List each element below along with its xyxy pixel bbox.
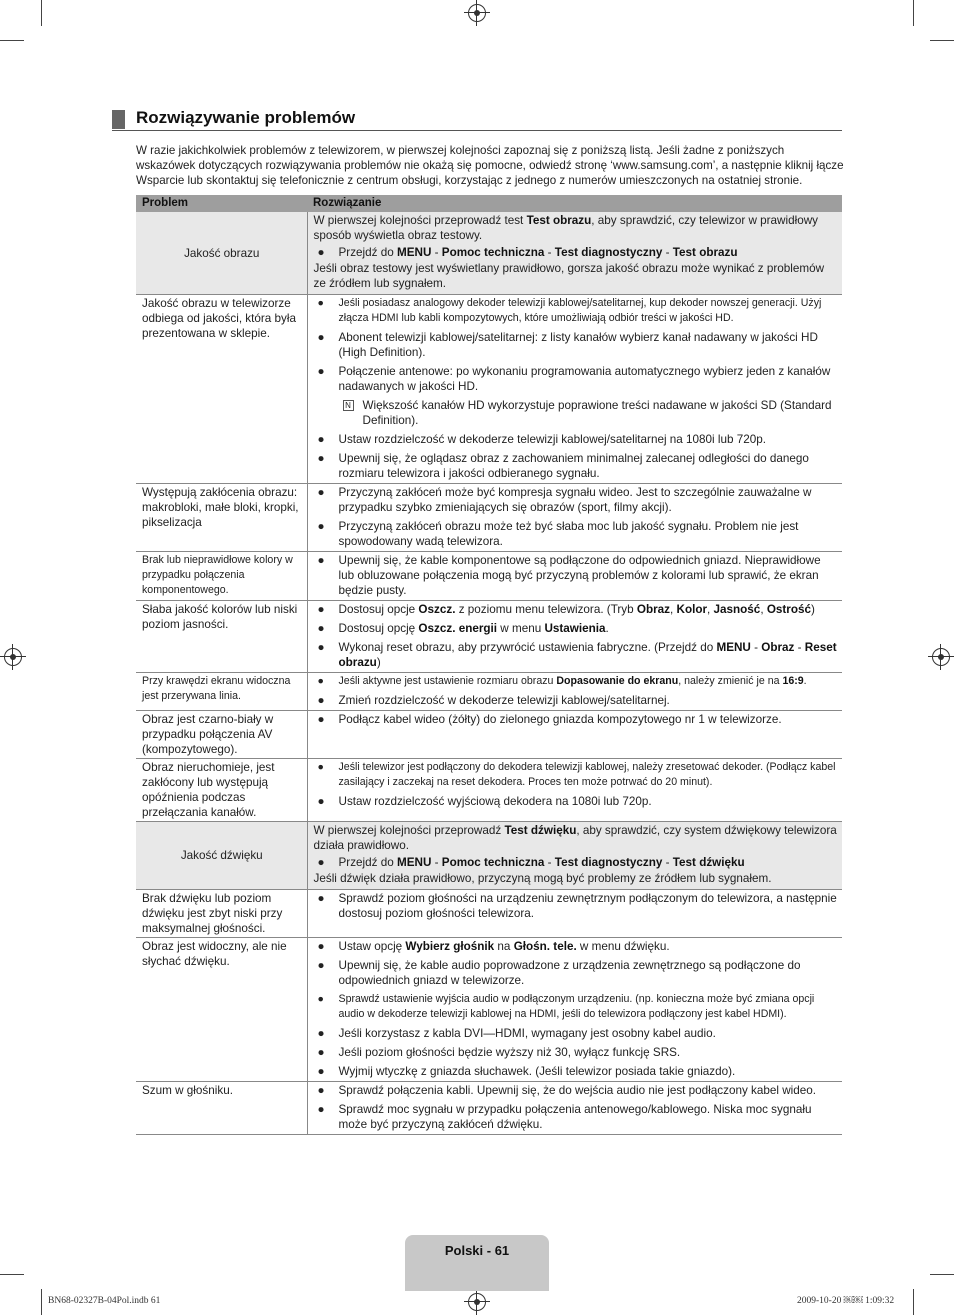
bullet-item (314, 245, 838, 260)
table-row (136, 890, 842, 938)
bullet-text: Sprawdź połączenia kabli. Upewnij się, że do wejścia audio nie jest podłączony kabel wideo. (338, 1084, 817, 1097)
solution-list (314, 760, 838, 809)
bullet-item (314, 760, 838, 790)
bullet-text: Przejdź do MENU - Pomoc techniczna - Test diagnostyczny - Test dźwięku (338, 856, 745, 869)
table-row (136, 295, 842, 484)
bullet-item (314, 621, 838, 636)
solution-cell (307, 601, 842, 673)
bullet-icon: ● (317, 1103, 325, 1116)
note-icon: N (343, 400, 354, 411)
bullet-item (314, 640, 838, 670)
bullet-item (314, 364, 838, 394)
bullet-text: Podłącz kabel wideo (żółty) do zielonego gniazda kompozytowego nr 1 w telewizorze. (338, 713, 782, 726)
bullet-text: Przejdź do MENU - Pomoc techniczna - Test diagnostyczny - Test obrazu (338, 246, 738, 259)
table-header-row (136, 195, 842, 212)
bullet-item (314, 958, 838, 988)
solution-cell (307, 711, 842, 759)
bullet-icon: ● (317, 297, 324, 309)
bullet-text: Wyjmij wtyczkę z gniazda słuchawek. (Jeśli telewizor posiada takie gniazdo). (338, 1065, 736, 1078)
solution-list (314, 712, 838, 727)
bullet-item (314, 1102, 838, 1132)
bullet-item (314, 1045, 838, 1060)
bullet-icon: ● (317, 1027, 325, 1040)
registration-mark-icon (932, 648, 950, 666)
bullet-icon: ● (317, 246, 325, 259)
bullet-text: Abonent telewizji kablowej/satelitarnej: z listy kanałów wybierz kanał nadawany w jakości HD (High Definition). (338, 331, 818, 359)
solution-list (314, 1083, 838, 1132)
solution-list (314, 485, 838, 549)
bullet-text: Upewnij się, że oglądasz obraz z zachowaniem minimalnej zalecanej odległości do danego rozmiaru telewizora i jakości odbieranego sygnału. (338, 452, 809, 480)
problem-cell: Jakość obrazu (136, 212, 307, 295)
problem-cell: Szum w głośniku. (136, 1082, 307, 1135)
solution-cell (307, 759, 842, 822)
bullet-item (314, 891, 838, 921)
troubleshooting-table (136, 195, 842, 1135)
bullet-icon: ● (317, 993, 324, 1005)
bullet-icon: ● (317, 486, 325, 499)
bullet-text: Zmień rozdzielczość w dekoderze telewizji kablowej/satelitarnej. (338, 694, 670, 707)
registration-mark-icon (468, 1293, 486, 1311)
bullet-item (314, 296, 838, 326)
bullet-item (314, 485, 838, 515)
solution-cell (307, 484, 842, 552)
table-row (136, 484, 842, 552)
solution-cell (307, 1082, 842, 1135)
solution-list (314, 939, 838, 1079)
bullet-item (314, 674, 838, 689)
bullet-item (314, 939, 838, 954)
crop-mark (913, 0, 914, 26)
bullet-icon: ● (317, 959, 325, 972)
bullet-text: Jeśli posiadasz analogowy dekoder telewizji kablowej/satelitarnej, kup dekoder nowszej generacji. Użyj złącza HDMI lub kabli kompozytowych, które umożliwiają odbiór treści w jakości HD. (338, 297, 822, 324)
solution-text: Jeśli dźwięk działa prawidłowo, przyczyną mogą być problemy ze źródłem lub sygnałem. (313, 872, 772, 885)
bullet-icon: ● (317, 892, 325, 905)
bullet-icon: ● (317, 795, 325, 808)
bullet-icon: ● (317, 554, 325, 567)
bullet-icon: ● (317, 1046, 325, 1059)
bullet-text: Dostosuj opcje Oszcz. z poziomu menu telewizora. (Tryb Obraz, Kolor, Jasność, Ostrość) (338, 603, 815, 616)
table-row (136, 938, 842, 1082)
solution-text: Jeśli obraz testowy jest wyświetlany prawidłowo, gorsza jakość obrazu może wynikać z problemów ze źródłem lub sygnałem. (313, 262, 825, 290)
bullet-text: Dostosuj opcję Oszcz. energii w menu Ustawienia. (338, 622, 609, 635)
bullet-text: Ustaw opcję Wybierz głośnik na Głośn. tele. w menu dźwięku. (338, 940, 670, 953)
solution-cell (307, 212, 842, 295)
title-bar-marker (112, 110, 125, 129)
solution-list (314, 245, 838, 260)
table-row (136, 711, 842, 759)
intro-paragraph: W razie jakichkolwiek problemów z telewizorem, w pierwszej kolejności zapoznaj się z poniższą listą. Jeśli żadne z poniższych wskazówek dotyczących rozwiązywania problemów nie okażą się pomocne, odwiedź stronę ‘www.samsung.com’, a następnie kliknij łącze Wsparcie lub skontaktuj się telefonicznie z centrum obsługi, korzystając z jednego z numerów umieszczonych na ostatniej stronie. (136, 144, 844, 187)
bullet-icon: ● (317, 713, 325, 726)
problem-cell: Słaba jakość kolorów lub niski poziom jasności. (136, 601, 307, 673)
bullet-item (314, 451, 838, 481)
solution-cell (307, 938, 842, 1082)
bullet-text: Ustaw rozdzielczość wyjściową dekodera na 1080i lub 720p. (338, 795, 652, 808)
bullet-icon: ● (317, 675, 324, 687)
bullet-text: Przyczyną zakłóceń może być kompresja sygnału wideo. Jest to szczególnie zauważalne w przypadku szybko zmieniających się obrazów (sport, filmy akcji). (338, 486, 812, 514)
table-row (136, 552, 842, 601)
bullet-item (314, 553, 838, 598)
bullet-text: Przyczyną zakłóceń obrazu może też być słaba moc lub jakość sygnału. Problem nie jest spowodowany wadą telewizora. (338, 520, 799, 548)
bullet-item (314, 794, 838, 809)
table-row (136, 601, 842, 673)
solution-list (314, 602, 838, 670)
problem-cell: Obraz jest czarno-biały w przypadku połączenia AV (kompozytowego). (136, 711, 307, 759)
bullet-text: Jeśli korzystasz z kabla DVI—HDMI, wymagany jest osobny kabel audio. (338, 1027, 716, 1040)
solution-list (314, 674, 838, 708)
page-number: Polski - 61 (444, 1243, 510, 1258)
bullet-item (314, 432, 838, 447)
crop-mark (930, 1274, 954, 1275)
problem-cell: Obraz nieruchomieje, jest zakłócony lub występują opóźnienia podczas przełączania kanałów. (136, 759, 307, 822)
bullet-item (314, 712, 838, 727)
problem-cell: Obraz jest widoczny, ale nie słychać dźwięku. (136, 938, 307, 1082)
bullet-text: Sprawdź ustawienie wyjścia audio w podłączonym urządzeniu. (np. konieczna może być zmiana opcji audio w dekoderze telewizji kablowej na HDMI, jeśli do telewizora podłączony jest kabel HDMI). (338, 993, 815, 1020)
bullet-icon: ● (317, 622, 325, 635)
print-slug-datetime: 2009-10-20 ￼￼ 1:09:32 (797, 1296, 895, 1306)
bullet-icon: ● (317, 694, 325, 707)
solution-text: W pierwszej kolejności przeprowadź Test dźwięku, aby sprawdzić, czy system dźwiękowy telewizora działa prawidłowo. (313, 824, 837, 852)
problem-cell: Brak dźwięku lub poziom dźwięku jest zbyt niski przy maksymalnej głośności. (136, 890, 307, 938)
bullet-icon: ● (317, 761, 324, 773)
bullet-icon: ● (317, 452, 325, 465)
bullet-item (314, 330, 838, 360)
solution-list (314, 855, 838, 870)
bullet-icon: ● (317, 603, 325, 616)
bullet-text: Sprawdź moc sygnału w przypadku połączenia antenowego/kablowego. Niska moc sygnału może być przyczyną zakłóceń dźwięku. (338, 1103, 812, 1131)
solution-list (314, 296, 838, 481)
header-problem: Problem (136, 195, 307, 212)
bullet-text: Ustaw rozdzielczość w dekoderze telewizji kablowej/satelitarnej na 1080i lub 720p. (338, 433, 766, 446)
problem-cell: Jakość dźwięku (136, 822, 307, 890)
solution-cell (307, 552, 842, 601)
table-row (136, 822, 842, 890)
print-slug-file: BN68-02327B-04Pol.indb 61 (48, 1296, 161, 1306)
bullet-item (314, 602, 838, 617)
problem-cell: Jakość obrazu w telewizorze odbiega od jakości, która była prezentowana w sklepie. (136, 295, 307, 484)
solution-list (314, 553, 838, 598)
crop-mark (930, 40, 954, 41)
header-solution: Rozwiązanie (307, 195, 842, 212)
solution-text: W pierwszej kolejności przeprowadź test Test obrazu, aby sprawdzić, czy telewizor w prawidłowy sposób wyświetla obraz testowy. (313, 214, 818, 242)
note-item (314, 398, 838, 428)
bullet-icon: ● (317, 331, 325, 344)
bullet-text: Połączenie antenowe: po wykonaniu programowania automatycznego wybierz jeden z kanałów nadawanych w jakości HD. (338, 365, 831, 393)
bullet-item (314, 855, 838, 870)
bullet-text: Upewnij się, że kable audio poprowadzone z urządzenia zewnętrznego są podłączone do odpowiednich gniazd w telewizorze. (338, 959, 801, 987)
bullet-icon: ● (317, 940, 325, 953)
table-row (136, 759, 842, 822)
registration-mark-icon (4, 648, 22, 666)
bullet-text: Upewnij się, że kable komponentowe są podłączone do odpowiednich gniazd. Nieprawidłowe lub obluzowane połączenia mogą być przyczyną problemów z kolorami lub sprawić, że ekran będzie pusty. (338, 554, 821, 597)
bullet-item (314, 519, 838, 549)
bullet-text: Wykonaj reset obrazu, aby przywrócić ustawienia fabryczne. (Przejdź do MENU - Obraz - Reset obrazu) (338, 641, 837, 669)
solution-cell (307, 295, 842, 484)
registration-mark-icon (468, 4, 486, 22)
table-body (136, 212, 842, 1135)
solution-list (314, 891, 838, 921)
bullet-icon: ● (317, 641, 325, 654)
bullet-text: Jeśli telewizor jest podłączony do dekodera telewizji kablowej, należy zresetować dekoder. (Podłącz kabel zasilający i zaczekaj na reset dekodera. Proces ten może potrwać do 20 minut). (338, 761, 836, 788)
bullet-text: Sprawdź poziom głośności na urządzeniu zewnętrznym podłączonym do telewizora, a następnie dostosuj poziom głośności telewizora. (338, 892, 837, 920)
table-row (136, 673, 842, 711)
solution-cell (307, 890, 842, 938)
section-title (112, 108, 842, 131)
bullet-item (314, 1064, 838, 1079)
bullet-item (314, 1026, 838, 1041)
bullet-icon: ● (317, 1065, 325, 1078)
bullet-text: Jeśli aktywne jest ustawienie rozmiaru obrazu Dopasowanie do ekranu, należy zmienić je na 16:9. (338, 675, 807, 687)
crop-mark (913, 1289, 914, 1315)
bullet-item (314, 992, 838, 1022)
crop-mark (0, 40, 24, 41)
bullet-icon: ● (317, 365, 325, 378)
bullet-item (314, 693, 838, 708)
bullet-text: Większość kanałów HD wykorzystuje poprawione treści nadawane w jakości SD (Standard Definition). (362, 399, 832, 427)
table-row (136, 212, 842, 295)
solution-cell (307, 822, 842, 890)
crop-mark (41, 1289, 42, 1315)
bullet-item (314, 1083, 838, 1098)
solution-cell (307, 673, 842, 711)
page-number-tab (405, 1235, 549, 1291)
problem-cell: Przy krawędzi ekranu widoczna jest przerywana linia. (136, 673, 307, 711)
bullet-icon: ● (317, 856, 325, 869)
page-title: Rozwiązywanie problemów (136, 108, 356, 127)
bullet-icon: ● (317, 433, 325, 446)
table-row (136, 1082, 842, 1135)
bullet-icon: ● (317, 520, 325, 533)
problem-cell: Brak lub nieprawidłowe kolory w przypadku połączenia komponentowego. (136, 552, 307, 601)
bullet-icon: ● (317, 1084, 325, 1097)
crop-mark (0, 1274, 24, 1275)
problem-cell: Występują zakłócenia obrazu: makrobloki, małe bloki, kropki, pikselizacja (136, 484, 307, 552)
crop-mark (41, 0, 42, 26)
bullet-text: Jeśli poziom głośności będzie wyższy niż 30, wyłącz funkcję SRS. (338, 1046, 681, 1059)
